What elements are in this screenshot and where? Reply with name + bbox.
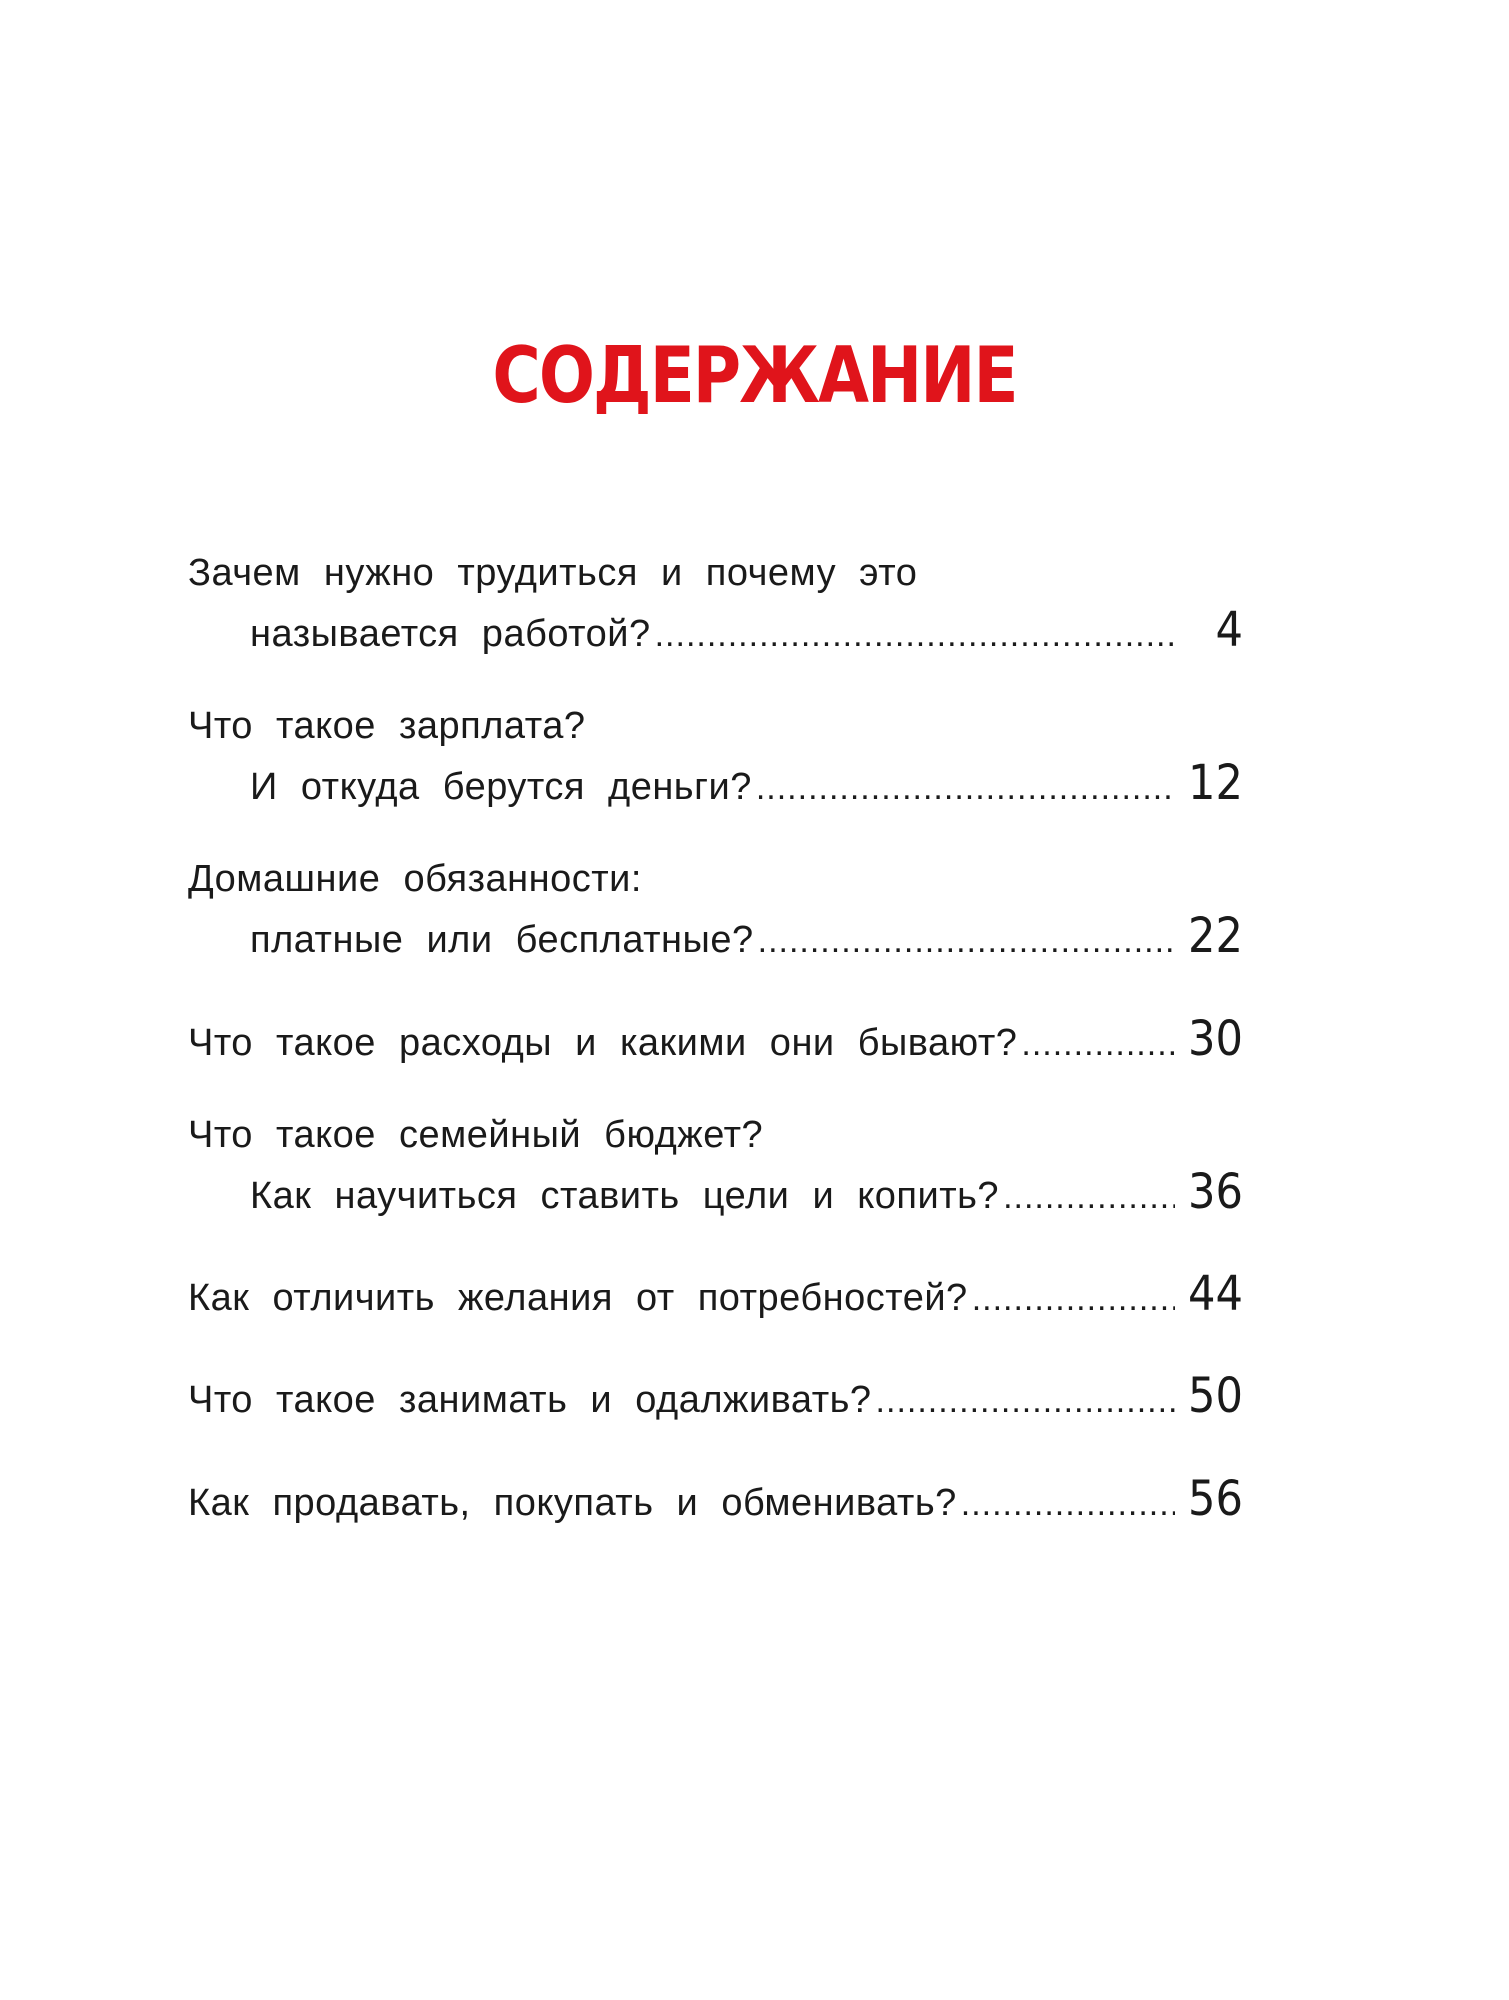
toc-entry-title: называется работой? — [250, 613, 651, 655]
page-number: 12 — [1188, 755, 1243, 811]
toc-entry-4[interactable] — [188, 1011, 1243, 1067]
dot-leader — [758, 922, 1175, 961]
page-number: 36 — [1188, 1164, 1243, 1220]
dot-leader — [961, 1485, 1175, 1524]
toc-entry-6[interactable] — [188, 1266, 1243, 1322]
toc-entry-title: И откуда берутся деньги? — [250, 766, 752, 808]
dot-leader — [756, 769, 1175, 808]
page-number: 44 — [1188, 1266, 1243, 1322]
toc-entry-7[interactable] — [188, 1368, 1243, 1424]
toc-entry-heading: Зачем нужно трудиться и почему это — [188, 552, 918, 594]
toc-entry-row — [188, 1266, 1243, 1322]
page-number: 4 — [1215, 602, 1243, 658]
toc-entry-row — [188, 1164, 1243, 1220]
dot-leader — [655, 616, 1175, 655]
dot-leader — [1003, 1178, 1175, 1217]
toc-entry-3[interactable] — [188, 858, 1243, 964]
toc-entry-row — [188, 1011, 1243, 1067]
toc-entry-2[interactable] — [188, 705, 1243, 811]
toc-entry-row — [188, 1471, 1243, 1527]
toc-entry-title: платные или бесплатные? — [250, 919, 754, 961]
toc-entry-heading: Домашние обязанности: — [188, 858, 642, 900]
toc-entry-title: Как научиться ставить цели и копить? — [250, 1175, 1000, 1217]
toc-entry-heading: Что такое семейный бюджет? — [188, 1114, 764, 1156]
page-number: 50 — [1188, 1368, 1243, 1424]
page-number: 56 — [1188, 1471, 1243, 1527]
dot-leader — [972, 1280, 1175, 1319]
toc-entry-row — [188, 1368, 1243, 1424]
page-number: 30 — [1188, 1011, 1243, 1067]
toc-entry-row — [188, 602, 1243, 658]
toc-entry-1[interactable] — [188, 552, 1243, 658]
page-title: СОДЕРЖАНИЕ — [492, 330, 1017, 421]
toc-entry-8[interactable] — [188, 1471, 1243, 1527]
toc-entry-title: Что такое занимать и одалживать? — [188, 1379, 872, 1421]
toc-entry-row — [188, 755, 1243, 811]
toc-entry-title: Как отличить желания от потребностей? — [188, 1277, 968, 1319]
toc-entry-heading: Что такое зарплата? — [188, 705, 586, 747]
toc-entry-row — [188, 908, 1243, 964]
toc-entry-title: Как продавать, покупать и обменивать? — [188, 1482, 957, 1524]
dot-leader — [876, 1382, 1175, 1421]
dot-leader — [1021, 1025, 1175, 1064]
page-number: 22 — [1188, 908, 1243, 964]
toc-entry-5[interactable] — [188, 1114, 1243, 1220]
toc-entry-title: Что такое расходы и какими они бывают? — [188, 1022, 1018, 1064]
